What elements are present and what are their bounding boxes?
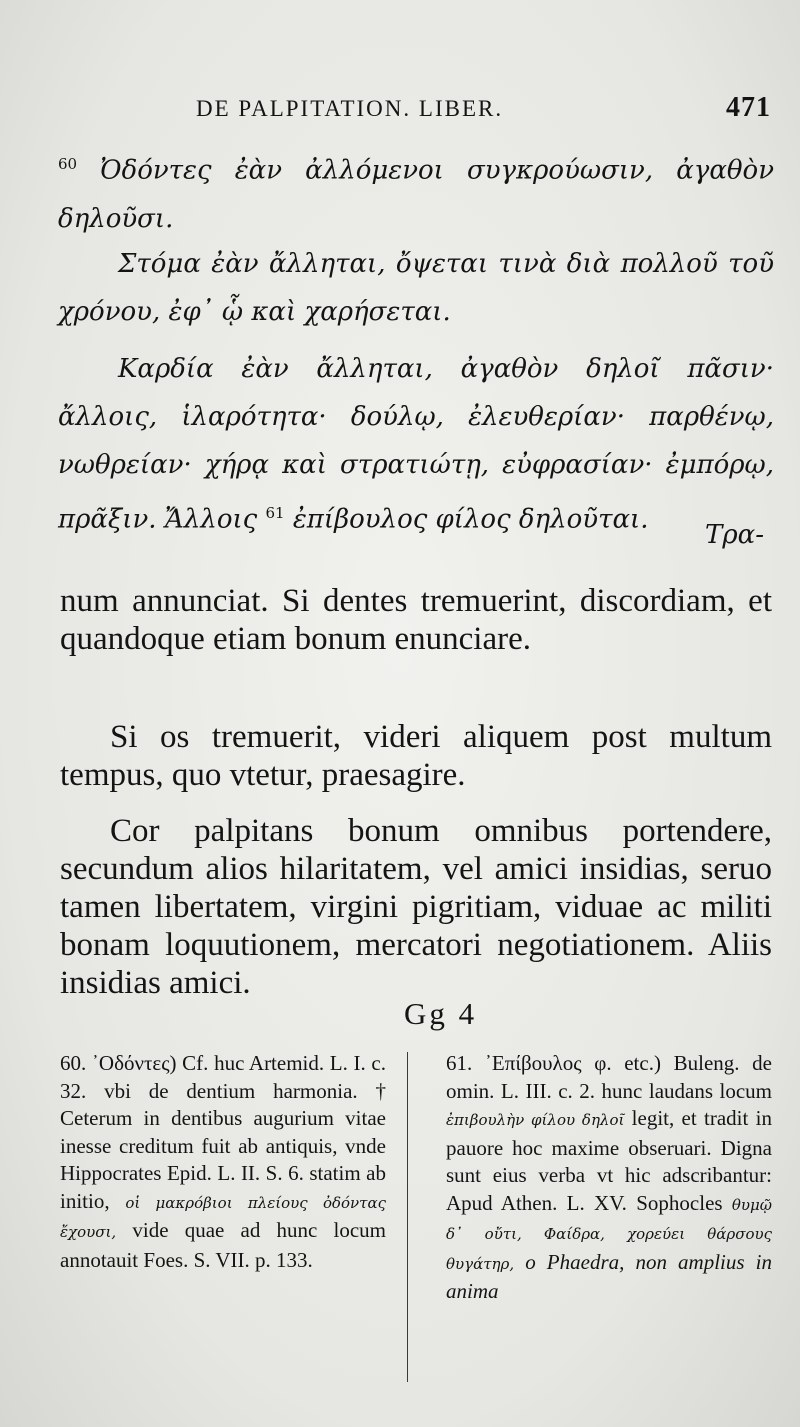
signature-mark: Gg 4 (404, 996, 478, 1031)
footnote-61-text: 61. ᾿Επίβουλος φ. etc.) Buleng. de omin. L. III. c. 2. hunc laudans locum (446, 1051, 772, 1103)
footnote-ref-61: 61 (265, 504, 285, 522)
greek-text-heart-end: ἐπίβουλος φίλος δηλοῦται. (292, 504, 649, 535)
greek-paragraph-mouth: Στόμα ἐὰν ἄλληται, ὄψεται τινὰ διὰ πολλοῦ τοῦ χρόνου, ἐφ᾽ ᾧ καὶ χαρήσεται. (58, 249, 774, 327)
greek-text-teeth: Ὀδόντες ἐὰν ἀλλόμενοι συγκρούωσιν, ἀγαθὸν δηλοῦσι. (58, 155, 774, 234)
footnote-60 (60, 1050, 386, 1390)
footnote-61-text-mid: legit, et tradit in pauore hoc maxime obseruari. Digna sunt eius verba vt hic adscribantur: Apud Athen. L. XV. Sophocles (446, 1106, 772, 1215)
footnote-61 (446, 1050, 772, 1390)
latin-paragraph-teeth: num annunciat. Si dentes tremuerint, discordiam, et quandoque etiam bonum enunciare. (60, 583, 772, 657)
footnote-61-greek-quote: θυμῷ δ᾽ οὔτι, Φαίδρα, χορεύει θάρσους θυγάτηρ, (446, 1195, 773, 1273)
footnotes (60, 1050, 772, 1390)
running-title: DE PALPITATION. LIBER. (196, 96, 504, 121)
latin-paragraph-heart: Cor palpitans bonum omnibus portendere, secundum alios hilaritatem, vel amici insidias, seruo tamen libertatem, virgini pigritiam, viduae ac militi bonam loquutionem, mercatori negotiationem. Aliis insidias amici. (60, 813, 772, 1001)
greek-text-heart: Καρδία ἐὰν ἄλληται, ἀγαθὸν δηλοῖ πᾶσιν· ἄλλοις, ἱλαρότητα· δούλῳ, ἐλευθερίαν· παρθένῳ, νωθρείαν· χήρᾳ καὶ στρατιώτῃ, εὐφρασίαν· ἐμπόρῳ, πρᾶξιν. Ἄλλοις (58, 354, 774, 535)
greek-paragraph-teeth (58, 140, 774, 243)
catchword: Τρα- (705, 520, 764, 550)
page-number: 471 (726, 92, 771, 123)
footnote-ref-60: 60 (58, 155, 78, 173)
footnote-60-text: 60. ᾿Οδόντες) Cf. huc Artemid. L. I. c. 32. vbi de dentium harmonia. † Ceterum in dentibus augurium vitae inesse creditum fuit ab antiquis, vnde Hippocrates Epid. L. II. S. 6. statim ab initio, (60, 1051, 386, 1213)
footnote-60-text-end: vide quae ad hunc locum annotauit Foes. S. VII. p. 133. (60, 1218, 387, 1272)
latin-paragraph-mouth: Si os tremuerit, videri aliquem post multum tempus, quo vtetur, praesagire. (60, 719, 772, 793)
footnote-61-text-end: o Phaedra, non amplius in anima (446, 1249, 772, 1303)
footnote-60-greek: οἱ μακρόβιοι πλείους ὀδόντας ἔχουσι, (60, 1193, 387, 1241)
running-header (196, 92, 771, 124)
footnote-61-greek: ἐπιβουλὴν φίλου δηλοῖ (446, 1111, 625, 1129)
greek-paragraph-heart (58, 345, 774, 544)
footnote-divider (407, 1052, 408, 1382)
